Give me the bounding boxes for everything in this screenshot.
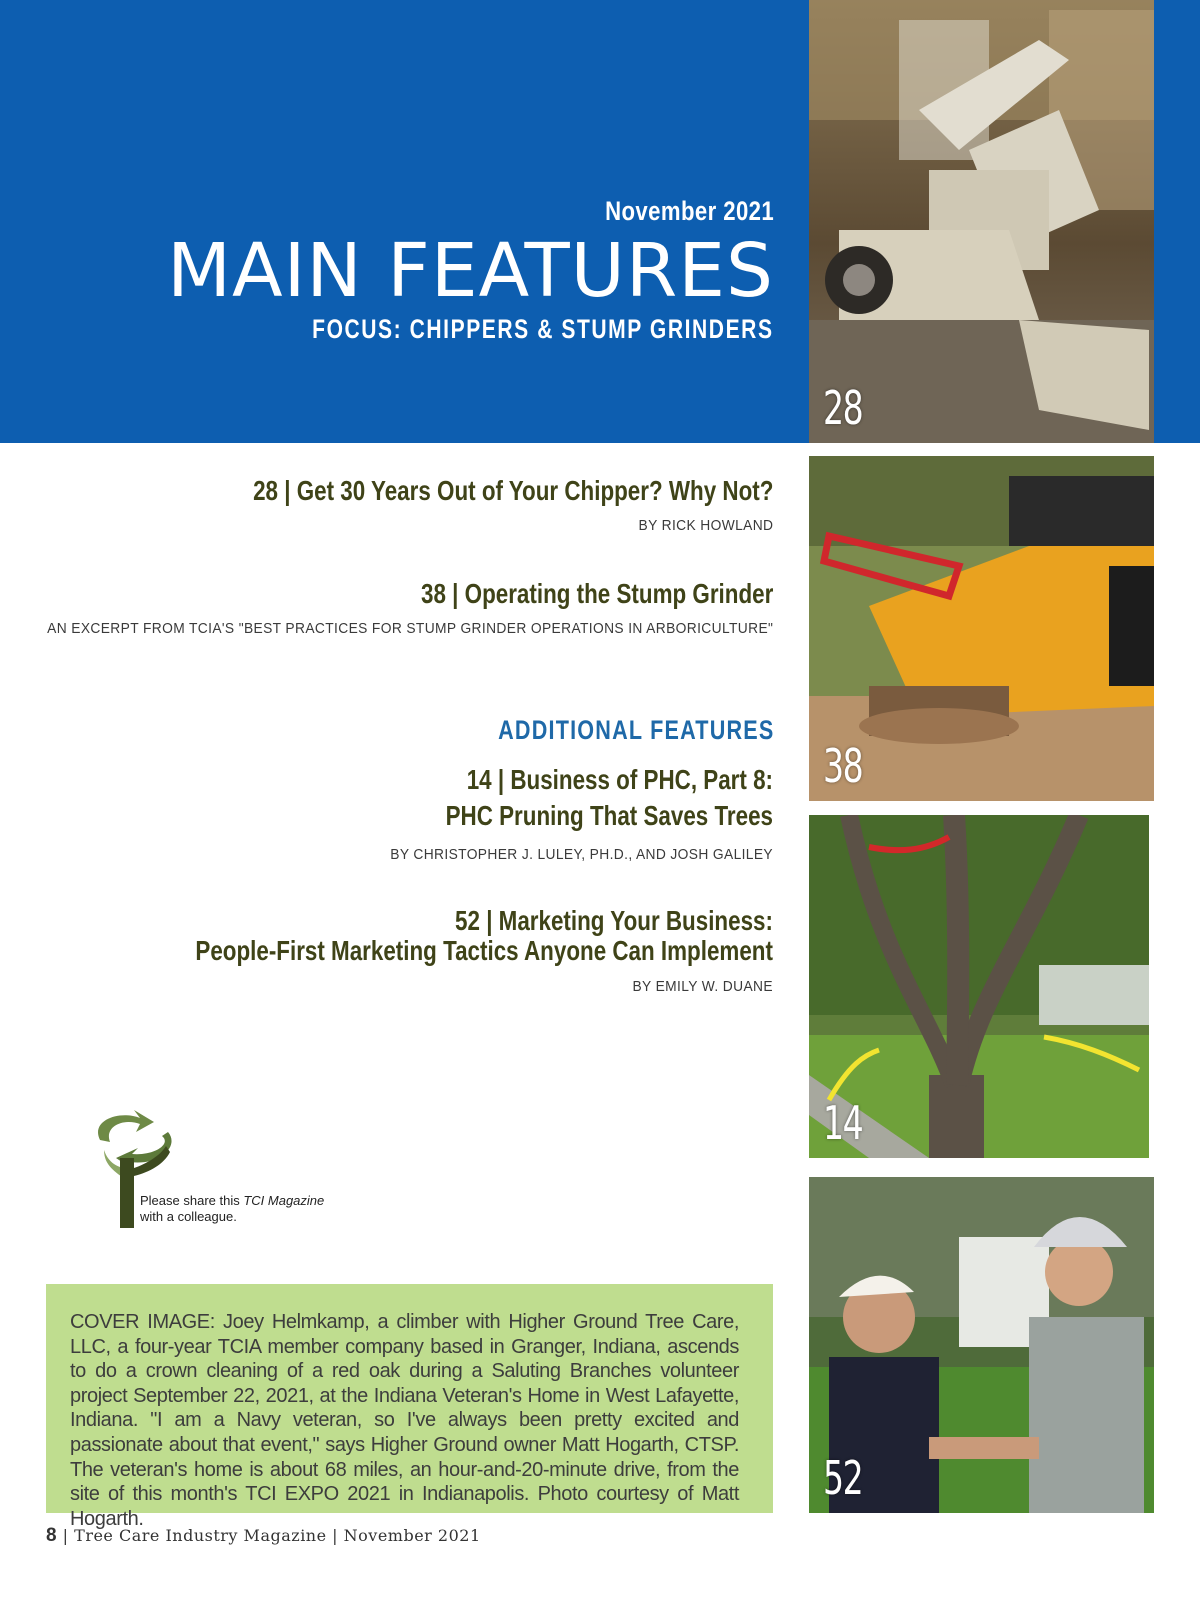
share-line1-prefix: Please share this xyxy=(140,1193,244,1208)
article-14-title-line1[interactable]: 14 | Business of PHC, Part 8: xyxy=(466,764,773,795)
article-14[interactable] xyxy=(357,762,773,863)
focus-subtitle: FOCUS: CHIPPERS & STUMP GRINDERS xyxy=(312,314,774,344)
chipper-illustration xyxy=(809,0,1154,443)
article-38[interactable] xyxy=(0,576,773,637)
photo-number-28: 28 xyxy=(823,381,863,435)
issue-date: November 2021 xyxy=(604,196,774,226)
article-52-byline: BY EMILY W. DUANE xyxy=(632,978,773,995)
article-28[interactable] xyxy=(123,473,773,534)
cover-image-caption-box xyxy=(46,1284,773,1530)
photo-handshake[interactable] xyxy=(809,1177,1154,1513)
article-52-title-line2[interactable]: People-First Marketing Tactics Anyone Can Implement xyxy=(195,935,773,966)
photo-stump-grinder[interactable] xyxy=(809,456,1154,801)
additional-features-heading: ADDITIONAL FEATURES xyxy=(497,715,774,745)
cover-caption-text: COVER IMAGE: Joey Helmkamp, a climber with Higher Ground Tree Care, LLC, a four-year TCIA member company based in Granger, Indiana, ascends to do a crown cleaning of a red oak during a Saluting Branches volunteer project September 22, 2021, at the Indiana Veteran's Home in West Lafayette, Indiana. "I am a Navy veteran, so I've always been pretty excited and passionate about that event," says Higher Ground owner Matt Hogarth, CTSP. The veteran's home is about 68 miles, an hour-and-20-minute drive, from the site of this month's TCI EXPO 2021 in Indianapolis. Photo courtesy of Matt Hogarth. xyxy=(70,1311,739,1530)
photo-tree[interactable] xyxy=(809,815,1149,1158)
article-28-title[interactable]: 28 | Get 30 Years Out of Your Chipper? Why Not? xyxy=(252,475,773,506)
article-52-title-line1[interactable]: 52 | Marketing Your Business: xyxy=(455,905,773,936)
share-message xyxy=(140,1193,324,1225)
page-title: MAIN FEATURES xyxy=(167,228,774,314)
article-52[interactable] xyxy=(51,906,773,995)
photo-number-52: 52 xyxy=(823,1451,863,1505)
footer-text: | Tree Care Industry Magazine | November 2021 xyxy=(57,1526,481,1545)
page-footer xyxy=(46,1525,481,1547)
share-line2: with a colleague. xyxy=(140,1209,237,1224)
article-14-byline: BY CHRISTOPHER J. LULEY, PH.D., AND JOSH GALILEY xyxy=(390,846,773,863)
photo-chipper[interactable] xyxy=(809,0,1154,443)
page-number: 8 xyxy=(46,1525,58,1546)
share-magazine-name: TCI Magazine xyxy=(243,1193,325,1208)
article-38-title[interactable]: 38 | Operating the Stump Grinder xyxy=(420,578,773,609)
photo-number-14: 14 xyxy=(823,1096,863,1150)
article-38-byline: AN EXCERPT FROM TCIA'S "BEST PRACTICES FOR STUMP GRINDER OPERATIONS IN ARBORICULTURE" xyxy=(46,620,773,637)
article-14-title-line2[interactable]: PHC Pruning That Saves Trees xyxy=(445,800,773,831)
photo-number-38: 38 xyxy=(823,739,863,793)
article-28-byline: BY RICK HOWLAND xyxy=(638,517,773,534)
